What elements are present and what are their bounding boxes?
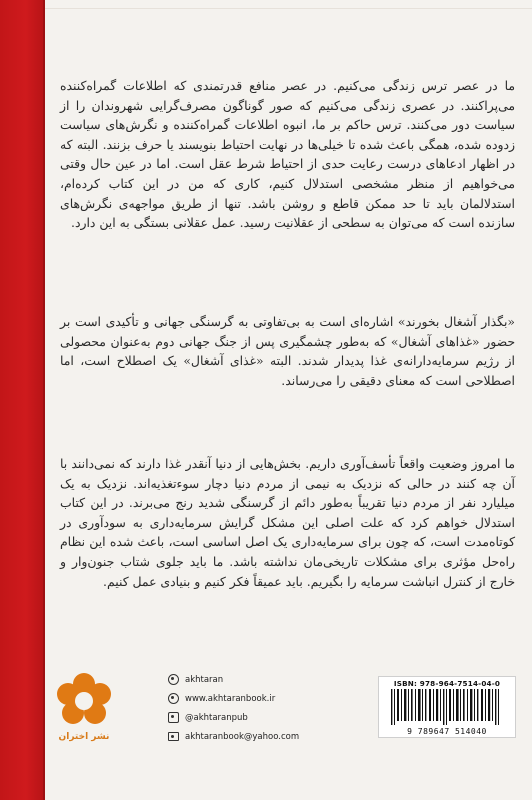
paragraph-2-text: «بگذار آشغال بخورند» اشاره‌ای است به بی‌تفاوتی به گرسنگی جهانی و تأکیدی است بر حضور «غذاهای آشغال» که به‌طور چشمگیری پس از جنگ جهانی دوم به‌عنوان محصولی از رژیم سرمایه‌دارانه‌ی غذا پدیدار شدند. البته «غذای آشغال» یک اصطلاح است، اما اصطلاحی است که معنای دقیقی را می‌رساند. bbox=[60, 314, 515, 388]
publisher-name: نشر اختران bbox=[58, 732, 110, 742]
telegram-icon bbox=[168, 674, 179, 685]
back-cover-paragraph-3 bbox=[60, 454, 515, 591]
instagram-icon bbox=[168, 712, 179, 723]
publisher-logo bbox=[52, 672, 116, 748]
contact-website bbox=[168, 689, 368, 708]
contact-email-text: akhtaranbook@yahoo.com bbox=[185, 731, 300, 742]
isbn-label: ISBN: 978-964-7514-04-0 bbox=[393, 679, 501, 688]
contact-telegram bbox=[168, 670, 368, 689]
back-cover-paragraph-1 bbox=[60, 76, 515, 233]
mail-icon bbox=[168, 732, 179, 741]
paragraph-3-text: ما امروز وضعیت واقعاً تأسف‌آوری داریم. بخش‌هایی از دنیا آنقدر غذا دارند که نمی‌دانند با آن چه کنند در حالی که نزدیک به نیمی از مردم دنیا دچار سوءتغذیه‌اند. نزدیک به یک میلیارد نفر از مردم دنیا تقریباً به‌طور دائم از گرسنگی شدید رنج می‌برند. در این کتاب استدلال خواهم کرد که علت اصلی این مشکل گرایش سرمایه‌داری به سودآوری در کوتاه‌مدت است، که چون برای سرمایه‌داری یک اصل اساسی است، باعث شده این نظام راه‌حل مؤثری برای مشکلات تاریخی‌مان نداشته باشد. ما باید جلوی شتاب جنون‌وار و خارج از کنترل انباشت سرمایه را بگیریم. باید عمیقاً فکر کنیم و بنیادی عمل کنیم. bbox=[60, 456, 515, 589]
contact-website-text: www.akhtaranbook.ir bbox=[185, 693, 276, 704]
contact-telegram-text: akhtaran bbox=[185, 674, 224, 685]
paragraph-1-text: ما در عصر ترس زندگی می‌کنیم. در عصر منافع قدرتمندی که اطلاعات گمراه‌کننده می‌پراکنند. در عصری زندگی می‌کنیم که صور گوناگون مصرف‌گرایی شهروندان را از سیاست دور می‌کنند. ترس حاکم بر ما، انبوه اطلاعات گمراه‌کننده و نگرش‌های سیاست زدوده شده، همگی باعث شده تا خیلی‌ها در نهایت احتیاط بنویسند یا حرف بزنند. البته که در اظهار ادعاهای درست رعایت حدی از احتیاط شرط عقل است. اما در عین حال وقتی می‌خواهیم از منظر مشخصی استدلال کنیم، کاری که من در این کتاب کرده‌ام، استدلالمان باید تا حد ممکن قاطع و روشن باشد. تنها از طریق مواجهه‌ی نگرش‌های سازنده است که می‌توان به سطحی از عقلانیت رسید. عمل عقلانی بستگی به این دارد. bbox=[60, 78, 515, 231]
publisher-contacts bbox=[168, 670, 368, 746]
top-edge bbox=[45, 8, 532, 9]
spine-edge bbox=[43, 0, 45, 800]
contact-instagram-text: @akhtaranpub bbox=[185, 712, 248, 723]
globe-icon bbox=[168, 693, 179, 704]
contact-instagram bbox=[168, 708, 368, 727]
flower-logo-icon bbox=[55, 672, 113, 730]
isbn-barcode-box bbox=[378, 676, 516, 738]
red-spine bbox=[0, 0, 43, 800]
back-cover-paragraph-2 bbox=[60, 312, 515, 390]
barcode-icon bbox=[389, 689, 505, 725]
contact-email bbox=[168, 727, 368, 746]
barcode-digits: 9 789647 514040 bbox=[407, 727, 487, 736]
